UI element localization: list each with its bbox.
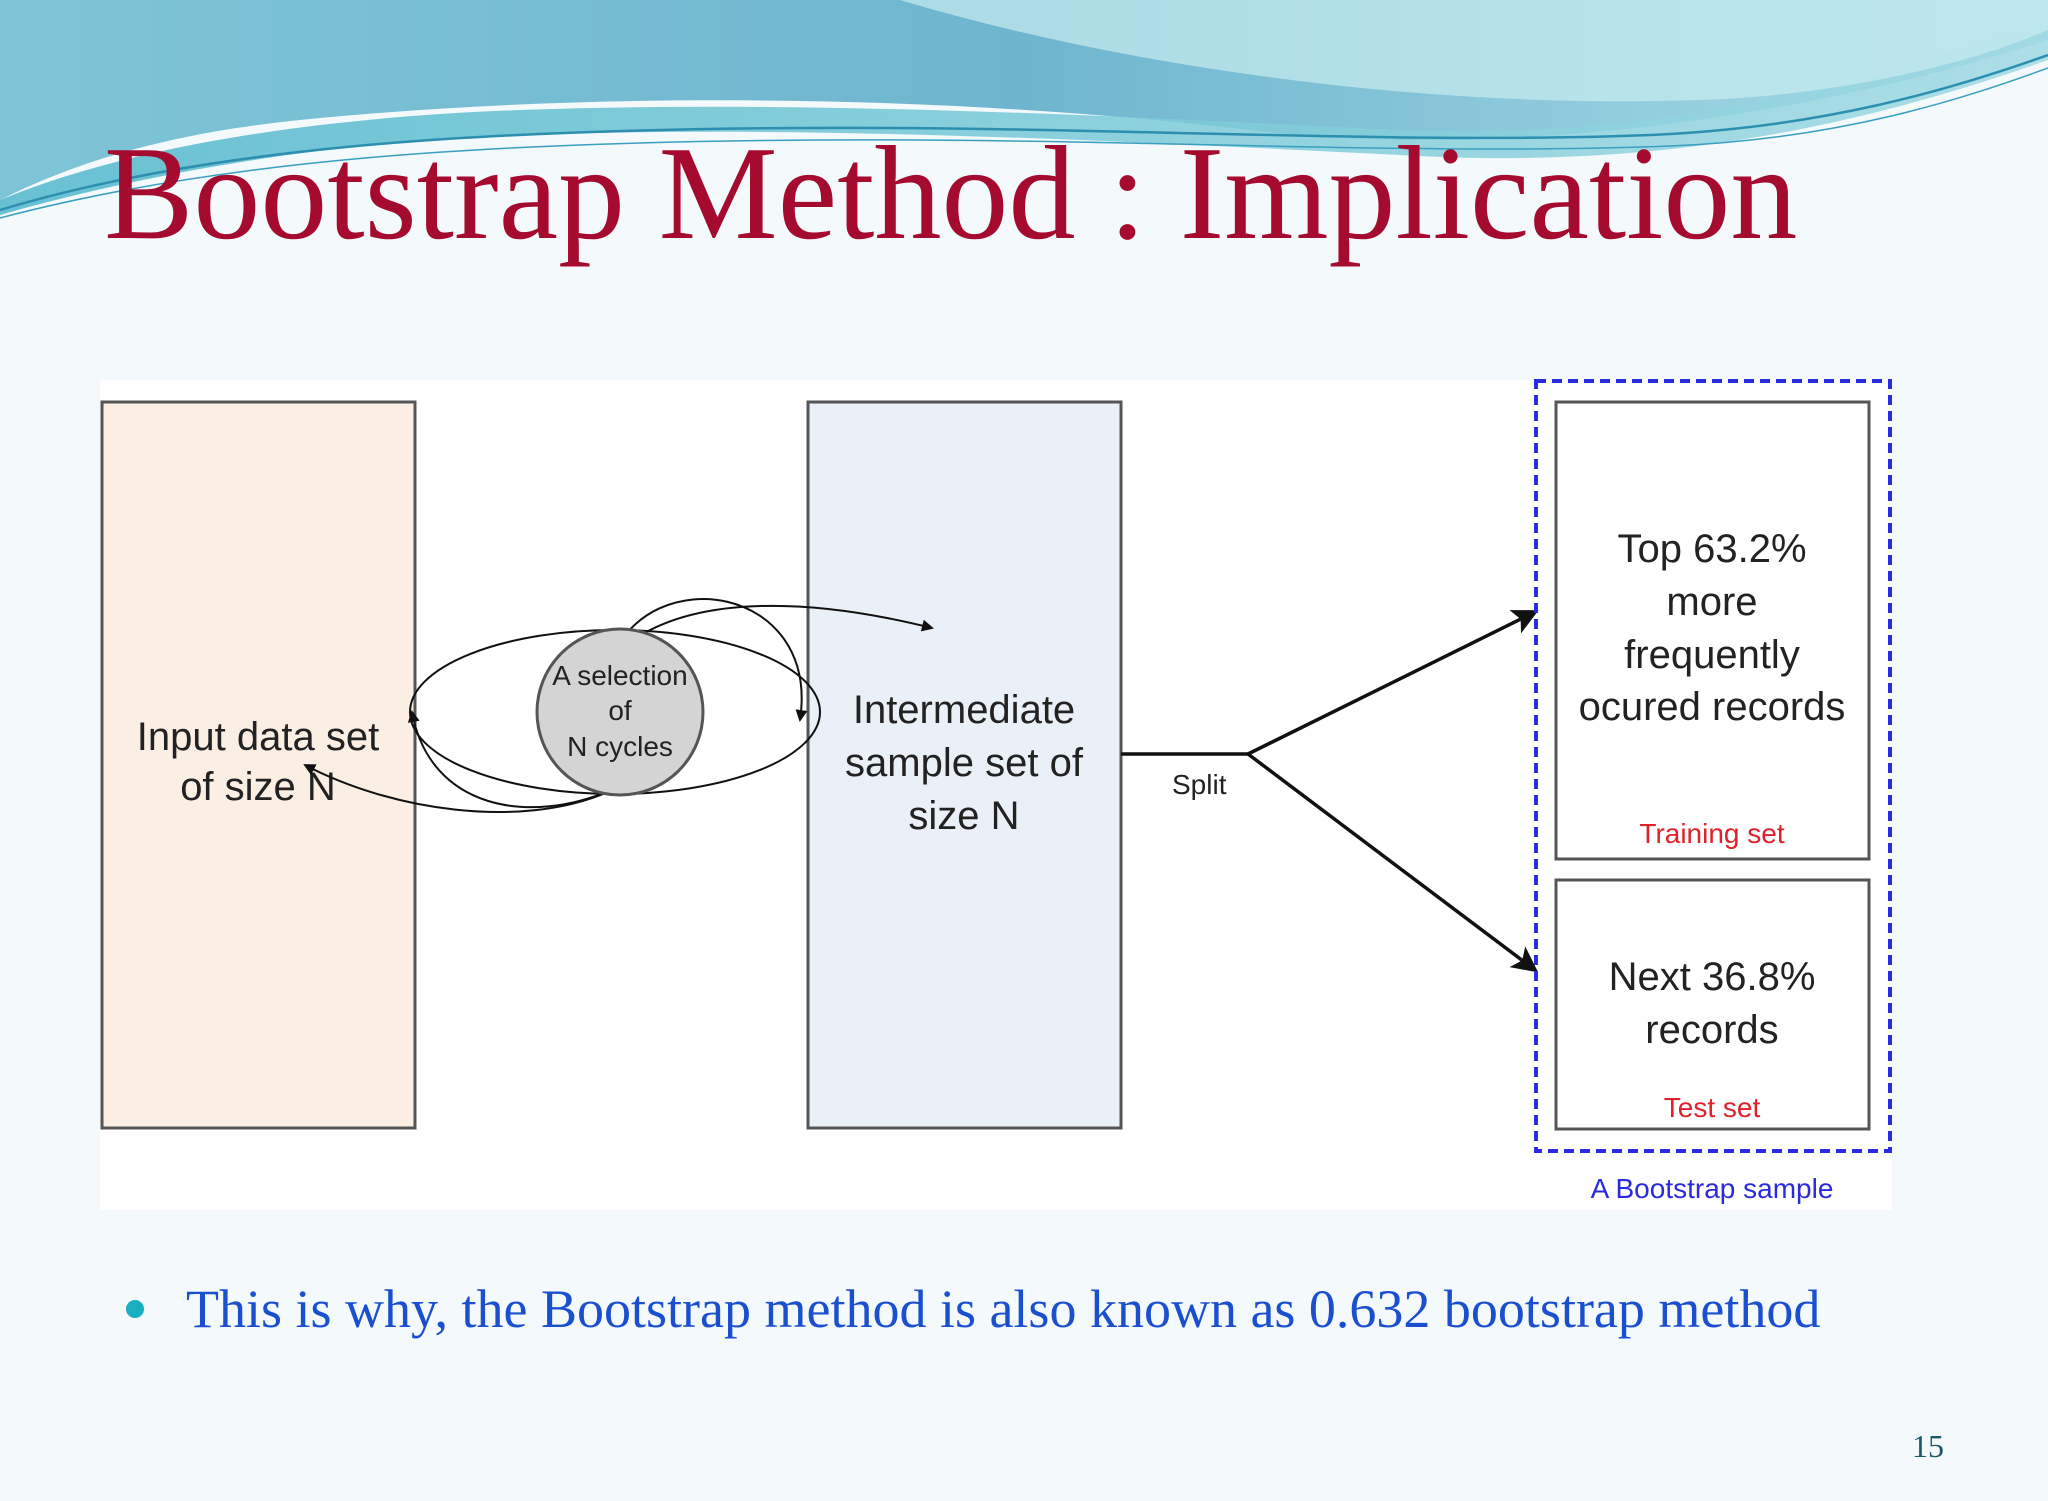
intermediate-box-line2: sample set of	[845, 741, 1083, 785]
test-set-label: Test set	[1663, 1092, 1761, 1123]
selection-line2: of	[608, 695, 632, 726]
input-data-box	[102, 402, 415, 1128]
test-box-line1: Next 36.8%	[1608, 955, 1816, 999]
intermediate-box-line1: Intermediate	[852, 688, 1076, 732]
test-box-line2: records	[1645, 1008, 1779, 1052]
training-set-label: Training set	[1639, 818, 1785, 849]
training-set-box	[1556, 402, 1869, 859]
training-box-line3: frequently	[1624, 633, 1800, 677]
bullet-text: This is why, the Bootstrap method is also known as 0.632 bootstrap method	[186, 1279, 1821, 1339]
training-box-line2: more	[1666, 580, 1758, 624]
slide-title: Bootstrap Method : Implication	[104, 119, 1798, 267]
page-number: 15	[1912, 1428, 1944, 1464]
bullet-dot-icon	[126, 1300, 144, 1318]
selection-circle	[537, 629, 703, 795]
bullet-item	[126, 1278, 1820, 1340]
input-box-line1: Input data set	[136, 715, 380, 759]
input-box-line2: of size N	[180, 765, 336, 809]
bootstrap-sample-label: A Bootstrap sample	[1590, 1173, 1834, 1204]
intermediate-sample-box	[808, 402, 1121, 1128]
training-box-line4: ocured records	[1578, 685, 1846, 729]
selection-line1: A selection	[552, 660, 688, 691]
test-set-box	[1556, 880, 1869, 1129]
split-label: Split	[1172, 769, 1227, 800]
selection-line3: N cycles	[567, 731, 673, 762]
intermediate-box-line3: size N	[908, 794, 1020, 838]
training-box-line1: Top 63.2%	[1617, 527, 1807, 571]
